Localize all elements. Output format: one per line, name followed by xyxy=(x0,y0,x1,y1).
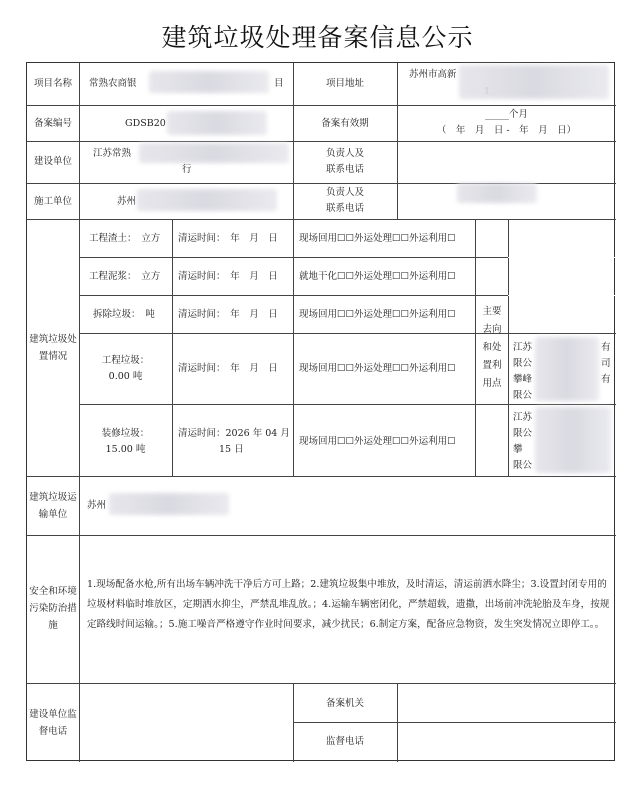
project-address-value: 苏州市高新 xyxy=(409,69,457,80)
destination-1-line-4: 限公 xyxy=(513,390,533,401)
grid-line xyxy=(293,219,294,476)
destination-2-line-4: 限公 xyxy=(513,460,533,471)
grid-gap xyxy=(508,295,616,296)
redaction xyxy=(109,493,229,515)
destination-1-line-1: 江苏 xyxy=(513,342,533,353)
page-title: 建筑垃圾处理备案信息公示 xyxy=(161,23,474,52)
grid-line xyxy=(27,219,616,220)
transport-label: 建筑垃圾运输单位 xyxy=(29,492,77,520)
redaction xyxy=(167,111,267,135)
destination-1-right-1: 有 xyxy=(601,342,611,353)
waste-amount-4: 0.00 吨 xyxy=(108,371,143,382)
redaction xyxy=(535,407,611,473)
constructor-contact-label-1: 负责人及 xyxy=(325,187,364,198)
disposal-method-5: 现场回用☐☐外运处理☐☐外运利用☐ xyxy=(299,436,456,447)
destination-1-right-3: 有 xyxy=(601,374,611,385)
project-name-tail: 目 xyxy=(274,78,284,89)
grid-line xyxy=(79,63,80,762)
supervision-phone-label: 监督电话 xyxy=(325,736,364,747)
safety-label: 安全和环境污染防治措施 xyxy=(29,586,77,631)
waste-type-3: 拆除垃圾： 吨 xyxy=(93,309,155,320)
grid-gap xyxy=(508,257,616,258)
redaction xyxy=(459,65,609,99)
filing-validity-months: _____个月 xyxy=(485,109,528,120)
builder-value-tail: 行 xyxy=(182,164,192,175)
filing-number-label: 备案编号 xyxy=(33,118,72,129)
redaction xyxy=(535,337,599,401)
redaction xyxy=(457,183,537,203)
transport-value: 苏州 xyxy=(87,500,107,511)
grid-line xyxy=(397,683,398,762)
disposal-method-1: 现场回用☐☐外运处理☐☐外运利用☐ xyxy=(299,233,456,244)
waste-amount-5: 15.00 吨 xyxy=(105,444,146,455)
waste-type-5: 装修垃圾： xyxy=(101,428,150,439)
filing-validity-dates: （ 年 月 日 - 年 月 日） xyxy=(436,125,577,136)
grid-line xyxy=(172,219,173,476)
destination-1-right-2: 司 xyxy=(601,358,611,369)
waste-type-2: 工程泥浆： 立方 xyxy=(89,271,161,282)
clearance-time-2: 清运时间： 年 月 日 xyxy=(178,271,278,282)
destination-2-line-1: 江苏 xyxy=(513,412,533,423)
clearance-time-1: 清运时间： 年 月 日 xyxy=(178,233,278,244)
filing-table xyxy=(26,62,615,761)
waste-type-1: 工程渣土： 立方 xyxy=(89,233,161,244)
grid-line xyxy=(475,219,476,476)
redaction xyxy=(139,143,289,163)
constructor-value: 苏州 xyxy=(117,196,137,207)
project-address-label: 项目地址 xyxy=(325,78,364,89)
destination-2-line-3: 攀 xyxy=(513,444,523,455)
grid-line xyxy=(397,63,398,219)
redaction xyxy=(137,189,277,211)
grid-line xyxy=(27,476,616,477)
grid-line xyxy=(79,404,616,405)
grid-line xyxy=(27,683,616,684)
builder-label: 建设单位 xyxy=(33,156,72,167)
project-name-value: 常熟农商银 xyxy=(89,78,137,89)
waste-type-4: 工程垃圾： xyxy=(101,355,150,366)
disposal-section-label: 建筑垃圾处置情况 xyxy=(29,334,77,362)
clearance-time-3: 清运时间： 年 月 日 xyxy=(178,309,278,320)
clearance-time-5: 清运时间：2026 年 04 月 xyxy=(178,428,290,439)
filing-validity-label: 备案有效期 xyxy=(321,118,369,129)
destination-2-line-2: 限公 xyxy=(513,428,533,439)
disposal-method-3: 现场回用☐☐外运处理☐☐外运利用☐ xyxy=(299,309,456,320)
project-name-label: 项目名称 xyxy=(33,78,72,89)
constructor-label: 施工单位 xyxy=(33,196,72,207)
safety-text: 1.现场配备水枪,所有出场车辆冲洗干净后方可上路；2.建筑垃圾集中堆放，及时清运，清运前洒水降尘；3.设置封闭专用的垃圾材料临时堆放区，定期洒水抑尘，严禁乱堆乱放。；4.运输车辆密闭化，严禁超载，遗撒，出场前冲洗轮胎及车身，按规定路线时间运输。；5.施工噪音严格遵守作业时间要求，减少扰民；6.制定方案，配备应急物资，发生突发情况立即停工。。 xyxy=(87,579,610,630)
constructor-contact-label-2: 联系电话 xyxy=(325,203,364,214)
grid-line xyxy=(27,141,616,142)
redaction xyxy=(149,71,269,93)
disposal-method-4: 现场回用☐☐外运处理☐☐外运利用☐ xyxy=(299,363,456,374)
filing-number-value: GDSB20 xyxy=(125,118,166,129)
clearance-time-4: 清运时间： 年 月 日 xyxy=(178,363,278,374)
grid-line xyxy=(293,722,616,723)
builder-contact-label-2: 联系电话 xyxy=(325,164,364,175)
supervision-label: 建设单位监督电话 xyxy=(29,709,77,737)
filing-authority-label: 备案机关 xyxy=(325,698,364,709)
destination-1-line-3: 攀峰 xyxy=(513,374,533,385)
builder-contact-label-1: 负责人及 xyxy=(325,148,364,159)
builder-value: 江苏常熟 xyxy=(93,148,132,159)
disposal-method-2: 就地干化☐☐外运处理☐☐外运利用☐ xyxy=(299,271,456,282)
destination-1-line-2: 限公 xyxy=(513,358,533,369)
destination-label: 主要去向和处置利用点 xyxy=(482,306,502,389)
grid-line xyxy=(27,535,616,536)
grid-line xyxy=(79,333,616,334)
clearance-time-5-day: 15 日 xyxy=(219,444,244,455)
